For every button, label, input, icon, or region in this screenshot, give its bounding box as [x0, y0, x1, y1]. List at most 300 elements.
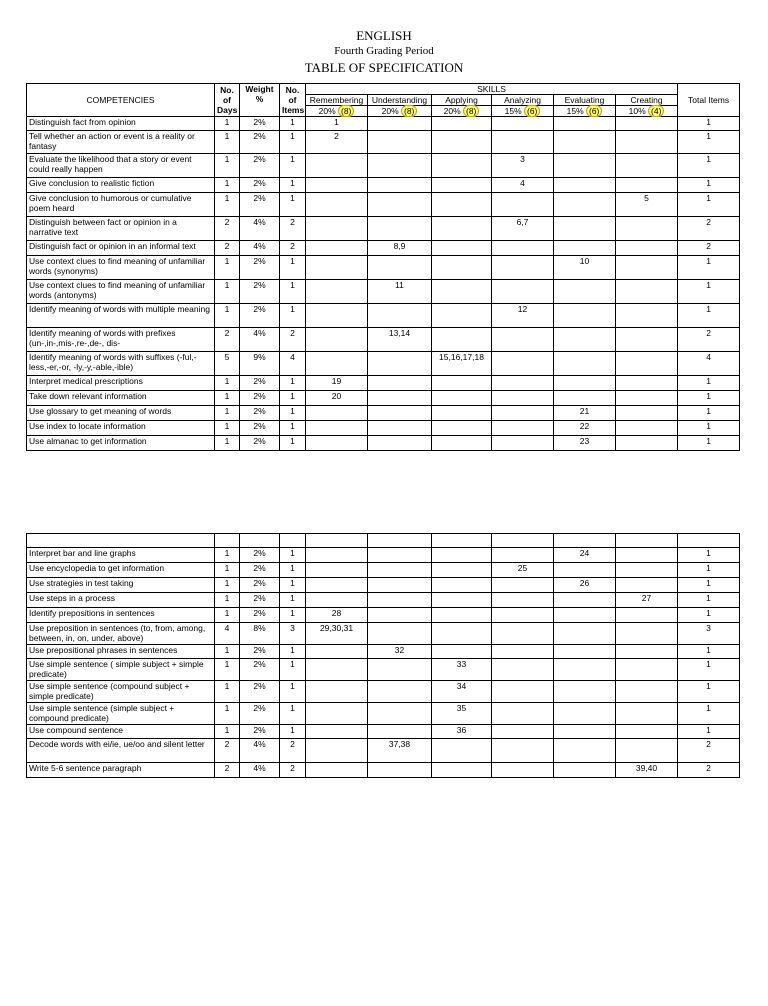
- skill-item-cell: [306, 563, 368, 578]
- weight-cell: 2%: [240, 406, 280, 421]
- table-row: [27, 376, 740, 391]
- skill-item-cell: [368, 178, 432, 193]
- table-row: [27, 241, 740, 256]
- weight-cell: 2%: [240, 131, 280, 154]
- days-cell: 1: [215, 608, 240, 623]
- skill-item-cell: [554, 703, 616, 725]
- table-row: [27, 117, 740, 131]
- skill-item-cell: [432, 623, 492, 645]
- days-cell: 1: [215, 391, 240, 406]
- skill-item-cell: [492, 608, 554, 623]
- skill-item-cell: [368, 406, 432, 421]
- skill-item-count: (6): [524, 105, 540, 117]
- skill-item-cell: [306, 763, 368, 778]
- skill-item-cell: [306, 352, 368, 376]
- skill-name-analyzing: Analyzing: [492, 95, 554, 106]
- skill-item-cell: [432, 391, 492, 406]
- skill-item-cell: 35: [432, 703, 492, 725]
- skill-item-cell: [306, 406, 368, 421]
- skill-weight-evaluating: [554, 106, 616, 117]
- days-cell: 2: [215, 217, 240, 241]
- skill-item-cell: [432, 131, 492, 154]
- table-row: [27, 406, 740, 421]
- skill-item-cell: [554, 193, 616, 217]
- weight-cell: 2%: [240, 178, 280, 193]
- total-cell: 1: [678, 608, 740, 623]
- competency-cell: Use glossary to get meaning of words: [27, 406, 215, 421]
- items-cell: 1: [280, 681, 306, 703]
- total-cell: 1: [678, 703, 740, 725]
- total-cell: 1: [678, 659, 740, 681]
- skill-item-cell: [432, 608, 492, 623]
- table-header: [27, 84, 740, 117]
- table-row: [27, 703, 740, 725]
- skill-item-cell: [306, 256, 368, 280]
- table-row: [27, 391, 740, 406]
- items-cell: 3: [280, 623, 306, 645]
- skill-item-cell: 37,38: [368, 739, 432, 763]
- days-cell: 1: [215, 280, 240, 304]
- weight-cell: 9%: [240, 352, 280, 376]
- weight-cell: 2%: [240, 703, 280, 725]
- table-row: [27, 645, 740, 659]
- skill-item-cell: 27: [616, 593, 678, 608]
- skill-percent: 15%: [504, 106, 524, 116]
- table-row: [27, 608, 740, 623]
- skill-item-cell: [492, 117, 554, 131]
- weight-cell: 8%: [240, 623, 280, 645]
- skill-item-cell: [306, 703, 368, 725]
- skill-item-cell: [616, 131, 678, 154]
- skill-item-cell: [616, 217, 678, 241]
- skill-item-count: (6): [586, 105, 602, 117]
- weight-cell: 2%: [240, 154, 280, 178]
- skill-item-cell: [368, 193, 432, 217]
- total-cell: 1: [678, 421, 740, 436]
- skill-item-cell: [554, 608, 616, 623]
- competency-cell: Interpret medical prescriptions: [27, 376, 215, 391]
- skill-item-cell: [368, 593, 432, 608]
- table-row: [27, 659, 740, 681]
- competency-cell: Use context clues to find meaning of unfamiliar words (synonyms): [27, 256, 215, 280]
- skill-item-cell: 36: [432, 725, 492, 739]
- skill-item-cell: [554, 328, 616, 352]
- skill-item-cell: [432, 548, 492, 563]
- items-cell: 1: [280, 391, 306, 406]
- skill-item-cell: [492, 328, 554, 352]
- table-row: [27, 763, 740, 778]
- skill-item-cell: [492, 193, 554, 217]
- skill-item-cell: [368, 763, 432, 778]
- skill-item-cell: 32: [368, 645, 432, 659]
- skill-item-cell: [554, 763, 616, 778]
- skill-item-cell: [616, 645, 678, 659]
- skill-item-cell: [492, 256, 554, 280]
- skill-item-cell: [368, 608, 432, 623]
- skill-item-cell: [616, 421, 678, 436]
- total-cell: 1: [678, 593, 740, 608]
- items-cell: 1: [280, 304, 306, 328]
- items-cell: 4: [280, 352, 306, 376]
- weight-cell: 2%: [240, 645, 280, 659]
- skill-item-cell: [368, 376, 432, 391]
- days-cell: 2: [215, 763, 240, 778]
- skill-item-cell: [492, 763, 554, 778]
- table-body-page1: [27, 117, 740, 451]
- skill-percent: 20%: [381, 106, 401, 116]
- items-cell: 1: [280, 436, 306, 451]
- weight-cell: 2%: [240, 593, 280, 608]
- skill-name-evaluating: Evaluating: [554, 95, 616, 106]
- skill-item-cell: 11: [368, 280, 432, 304]
- skill-item-cell: [368, 659, 432, 681]
- items-cell: 1: [280, 608, 306, 623]
- skills-header: SKILLS: [306, 84, 678, 95]
- total-cell: 1: [678, 304, 740, 328]
- skill-item-cell: [368, 436, 432, 451]
- competency-cell: Give conclusion to realistic fiction: [27, 178, 215, 193]
- weight-cell: 2%: [240, 608, 280, 623]
- days-cell: 1: [215, 376, 240, 391]
- table-row: [27, 623, 740, 645]
- skill-item-cell: [492, 131, 554, 154]
- days-cell: 1: [215, 421, 240, 436]
- skill-item-cell: [306, 280, 368, 304]
- skill-item-cell: [616, 117, 678, 131]
- skill-item-cell: [554, 725, 616, 739]
- items-cell: 2: [280, 328, 306, 352]
- skill-item-cell: [368, 217, 432, 241]
- skill-item-cell: [492, 548, 554, 563]
- skill-item-cell: [492, 681, 554, 703]
- total-cell: 2: [678, 241, 740, 256]
- skill-item-cell: [616, 608, 678, 623]
- skill-item-cell: [432, 154, 492, 178]
- table-row: [27, 217, 740, 241]
- skill-item-cell: 19: [306, 376, 368, 391]
- skill-item-cell: 5: [616, 193, 678, 217]
- skill-item-cell: 23: [554, 436, 616, 451]
- total-cell: 1: [678, 725, 740, 739]
- days-cell: 1: [215, 645, 240, 659]
- items-cell: 1: [280, 256, 306, 280]
- total-cell: 1: [678, 154, 740, 178]
- items-cell: 1: [280, 421, 306, 436]
- table-row: [27, 681, 740, 703]
- total-cell: 2: [678, 739, 740, 763]
- items-cell: 1: [280, 659, 306, 681]
- skill-item-cell: [616, 548, 678, 563]
- skill-item-cell: 1: [306, 117, 368, 131]
- days-cell: 1: [215, 117, 240, 131]
- days-cell: 1: [215, 563, 240, 578]
- skill-item-cell: [432, 563, 492, 578]
- skill-item-cell: [492, 739, 554, 763]
- weight-cell: 2%: [240, 376, 280, 391]
- total-cell: 1: [678, 131, 740, 154]
- items-cell: 1: [280, 117, 306, 131]
- skill-item-cell: 3: [492, 154, 554, 178]
- skill-item-count: (8): [463, 105, 479, 117]
- skill-item-cell: [616, 376, 678, 391]
- competency-cell: Identify meaning of words with prefixes (un-,in-,mis-,re-,de-, dis-: [27, 328, 215, 352]
- skill-item-cell: [432, 117, 492, 131]
- skill-item-cell: 12: [492, 304, 554, 328]
- competency-cell: Use context clues to find meaning of unfamiliar words (antonyms): [27, 280, 215, 304]
- total-cell: 1: [678, 645, 740, 659]
- skill-item-cell: 21: [554, 406, 616, 421]
- skill-item-cell: [492, 436, 554, 451]
- table-row: [27, 578, 740, 593]
- days-cell: 1: [215, 436, 240, 451]
- skill-item-cell: 34: [432, 681, 492, 703]
- skill-item-cell: [306, 328, 368, 352]
- days-cell: 4: [215, 623, 240, 645]
- skill-item-cell: [554, 352, 616, 376]
- total-cell: 3: [678, 623, 740, 645]
- skill-item-cell: [368, 578, 432, 593]
- skill-item-cell: [616, 681, 678, 703]
- skill-item-cell: [616, 703, 678, 725]
- skill-item-cell: [368, 391, 432, 406]
- skill-item-cell: 24: [554, 548, 616, 563]
- skill-item-cell: [492, 421, 554, 436]
- skill-weight-understanding: [368, 106, 432, 117]
- skill-item-cell: [306, 193, 368, 217]
- skill-weight-creating: [616, 106, 678, 117]
- skill-weight-analyzing: [492, 106, 554, 117]
- skill-item-cell: [616, 391, 678, 406]
- days-cell: 2: [215, 328, 240, 352]
- skill-item-cell: [616, 280, 678, 304]
- skill-item-cell: [432, 763, 492, 778]
- days-cell: 1: [215, 193, 240, 217]
- skill-name-understanding: Understanding: [368, 95, 432, 106]
- skill-item-cell: [432, 217, 492, 241]
- items-cell: 1: [280, 193, 306, 217]
- items-cell: 1: [280, 725, 306, 739]
- skill-item-cell: [616, 406, 678, 421]
- skill-item-cell: [368, 256, 432, 280]
- skill-item-cell: 29,30,31: [306, 623, 368, 645]
- competency-cell: Interpret bar and line graphs: [27, 548, 215, 563]
- skill-item-cell: [492, 703, 554, 725]
- table-row: [27, 178, 740, 193]
- table-row: [27, 436, 740, 451]
- weight-cell: 2%: [240, 659, 280, 681]
- items-header: No. of Items: [280, 84, 306, 117]
- skill-item-cell: [616, 623, 678, 645]
- skill-item-cell: [368, 421, 432, 436]
- skill-item-cell: 28: [306, 608, 368, 623]
- blank-header-row: [27, 534, 740, 548]
- skill-weight-remembering: [306, 106, 368, 117]
- competency-cell: Use strategies in test taking: [27, 578, 215, 593]
- skill-item-cell: [432, 178, 492, 193]
- skill-item-cell: [368, 117, 432, 131]
- items-cell: 2: [280, 217, 306, 241]
- items-cell: 1: [280, 645, 306, 659]
- skill-item-cell: [306, 681, 368, 703]
- skill-item-cell: [492, 578, 554, 593]
- skill-item-cell: [492, 593, 554, 608]
- competency-cell: Use compound sentence: [27, 725, 215, 739]
- skill-item-cell: [616, 304, 678, 328]
- competency-cell: Use almanac to get information: [27, 436, 215, 451]
- competency-cell: Give conclusion to humorous or cumulative poem heard: [27, 193, 215, 217]
- skill-item-cell: [554, 280, 616, 304]
- days-cell: 1: [215, 304, 240, 328]
- skill-item-cell: [368, 623, 432, 645]
- competencies-header: COMPETENCIES: [27, 84, 215, 117]
- days-cell: 2: [215, 739, 240, 763]
- competency-cell: Distinguish between fact or opinion in a narrative text: [27, 217, 215, 241]
- table-row: [27, 131, 740, 154]
- skill-item-cell: [554, 623, 616, 645]
- total-cell: 4: [678, 352, 740, 376]
- table-row: [27, 421, 740, 436]
- skill-item-cell: [492, 241, 554, 256]
- items-cell: 1: [280, 406, 306, 421]
- skill-item-cell: [306, 645, 368, 659]
- weight-cell: 2%: [240, 681, 280, 703]
- items-cell: 1: [280, 376, 306, 391]
- table-row: [27, 304, 740, 328]
- competency-cell: Use prepositional phrases in sentences: [27, 645, 215, 659]
- competency-cell: Use simple sentence (simple subject + compound predicate): [27, 703, 215, 725]
- skill-item-cell: [306, 578, 368, 593]
- days-cell: 1: [215, 593, 240, 608]
- table-row: [27, 256, 740, 280]
- skill-item-cell: [368, 681, 432, 703]
- total-cell: 1: [678, 548, 740, 563]
- skill-item-cell: [554, 131, 616, 154]
- table-body-page2: [27, 534, 740, 778]
- skill-item-cell: [554, 241, 616, 256]
- skill-item-cell: [492, 659, 554, 681]
- total-cell: 1: [678, 280, 740, 304]
- items-cell: 1: [280, 703, 306, 725]
- competency-cell: Take down relevant information: [27, 391, 215, 406]
- total-cell: 1: [678, 376, 740, 391]
- days-cell: 2: [215, 241, 240, 256]
- skill-item-cell: [554, 659, 616, 681]
- subject-title: ENGLISH: [356, 28, 412, 43]
- items-cell: 1: [280, 593, 306, 608]
- weight-cell: 2%: [240, 256, 280, 280]
- competency-cell: Use preposition in sentences (to, from, among, between, in, on, under, above): [27, 623, 215, 645]
- skill-item-cell: 22: [554, 421, 616, 436]
- skill-item-cell: [306, 659, 368, 681]
- competency-cell: Distinguish fact from opinion: [27, 117, 215, 131]
- competency-cell: Evaluate the likelihood that a story or event could really happen: [27, 154, 215, 178]
- weight-cell: 2%: [240, 421, 280, 436]
- skill-name-creating: Creating: [616, 95, 678, 106]
- skill-item-cell: [616, 436, 678, 451]
- skill-item-cell: [616, 256, 678, 280]
- days-cell: 1: [215, 178, 240, 193]
- items-cell: 1: [280, 131, 306, 154]
- skill-item-cell: [554, 117, 616, 131]
- specification-table-page1: [26, 83, 740, 451]
- document-title: TABLE OF SPECIFICATION: [304, 60, 464, 75]
- weight-cell: 2%: [240, 391, 280, 406]
- weight-cell: 2%: [240, 548, 280, 563]
- skill-item-cell: [432, 421, 492, 436]
- days-cell: 5: [215, 352, 240, 376]
- skill-item-cell: [432, 376, 492, 391]
- skill-item-cell: [306, 304, 368, 328]
- skill-item-cell: [432, 193, 492, 217]
- skill-item-cell: [554, 217, 616, 241]
- skill-item-cell: [492, 352, 554, 376]
- competency-cell: Use simple sentence (compound subject + simple predicate): [27, 681, 215, 703]
- skill-item-cell: [616, 328, 678, 352]
- weight-cell: 2%: [240, 117, 280, 131]
- skill-item-cell: 4: [492, 178, 554, 193]
- grading-period: Fourth Grading Period: [334, 45, 434, 57]
- table-row: [27, 548, 740, 563]
- skill-item-cell: [306, 241, 368, 256]
- skill-percent: 20%: [443, 106, 463, 116]
- total-cell: 2: [678, 217, 740, 241]
- total-cell: 1: [678, 193, 740, 217]
- total-cell: 2: [678, 328, 740, 352]
- skill-item-cell: [306, 154, 368, 178]
- skill-item-cell: [432, 304, 492, 328]
- competency-cell: Use steps in a process: [27, 593, 215, 608]
- total-cell: 1: [678, 563, 740, 578]
- skill-item-cell: [306, 548, 368, 563]
- days-cell: 1: [215, 725, 240, 739]
- total-cell: 1: [678, 178, 740, 193]
- skill-item-count: (4): [648, 105, 664, 117]
- skill-item-cell: [492, 280, 554, 304]
- competency-cell: Decode words with ei/ie, ue/oo and silent letter: [27, 739, 215, 763]
- days-cell: 1: [215, 256, 240, 280]
- items-cell: 1: [280, 563, 306, 578]
- total-cell: 1: [678, 681, 740, 703]
- skill-item-cell: [306, 421, 368, 436]
- weight-cell: 2%: [240, 304, 280, 328]
- skill-item-cell: [368, 703, 432, 725]
- days-cell: 1: [215, 154, 240, 178]
- skill-item-cell: [554, 304, 616, 328]
- skill-item-cell: [432, 241, 492, 256]
- days-cell: 1: [215, 548, 240, 563]
- skill-item-cell: [554, 178, 616, 193]
- competency-cell: Tell whether an action or event is a reality or fantasy: [27, 131, 215, 154]
- skill-item-cell: 33: [432, 659, 492, 681]
- skill-item-cell: 26: [554, 578, 616, 593]
- skill-item-cell: [492, 623, 554, 645]
- skill-item-cell: [306, 593, 368, 608]
- skill-item-cell: 10: [554, 256, 616, 280]
- competency-cell: Identify meaning of words with multiple meaning: [27, 304, 215, 328]
- skill-item-cell: 25: [492, 563, 554, 578]
- weight-cell: 4%: [240, 739, 280, 763]
- days-cell: 1: [215, 131, 240, 154]
- skill-item-cell: [432, 406, 492, 421]
- skill-item-cell: [432, 739, 492, 763]
- total-items-header: Total Items: [678, 84, 740, 117]
- skill-item-cell: [432, 256, 492, 280]
- skill-item-cell: 39,40: [616, 763, 678, 778]
- skill-item-cell: [492, 645, 554, 659]
- items-cell: 1: [280, 178, 306, 193]
- items-cell: 2: [280, 241, 306, 256]
- skill-item-cell: [616, 154, 678, 178]
